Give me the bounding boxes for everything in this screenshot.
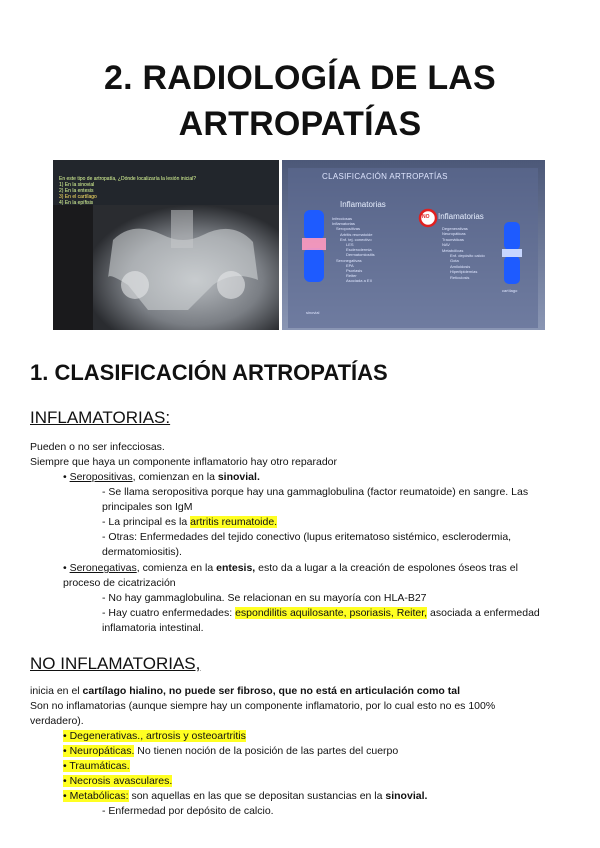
page-title: [40, 55, 560, 147]
text-line: proceso de cicatrización: [63, 577, 176, 589]
slide-classification-photo: [282, 160, 545, 330]
highlight-artritis: artritis reumatoide.: [190, 516, 278, 528]
bullet-traumaticas: [63, 759, 130, 774]
slide-xray-photo: [53, 160, 279, 330]
sinovial-bold: sinovial.: [217, 471, 260, 483]
highlight-degenerativas: • Degenerativas., artrosis y osteoartritis: [63, 730, 246, 742]
slide2-right-item: Hiperlipidemias: [450, 269, 478, 275]
slide2-right-item: NAV: [442, 242, 450, 248]
highlight-necrosis: • Necrosis avasculares.: [63, 775, 173, 787]
slide2-left-heading: Inflamatorias: [340, 200, 386, 209]
slide2-label-cartilago: cartílago: [502, 288, 518, 293]
slide2-right-item: Degenerativas: [442, 226, 468, 231]
slide2-right-item: Traumáticas: [442, 236, 464, 242]
slide1-question: En este tipo de artropatía, ¿Dónde localizaría la lesión inicial?: [59, 176, 197, 182]
slide1-option-3: 3) En el cartílago: [59, 194, 97, 200]
highlight-traumaticas: • Traumáticas.: [63, 760, 130, 772]
slide1-option-4: 4) En la epífisis: [59, 200, 94, 206]
slide1-option-2: 2) En la entesis: [59, 188, 94, 194]
entesis-bold: entesis,: [216, 562, 256, 574]
slide2-left-item: Reiter: [346, 273, 357, 279]
text-fragment: No tienen noción de la posición de las partes del cuerpo: [134, 745, 399, 757]
text-line: - Otras: Enfermedades del tejido conectivo (lupus eritematoso sistémico, esclerodermia,: [102, 531, 512, 543]
no-inflamatorias-heading: NO INFLAMATORIAS,: [30, 654, 201, 673]
slide1-option-1: 1) En la sinovial: [59, 182, 95, 188]
highlight-enfermedades: espondilitis aquilosante, psoriasis, Reiter,: [235, 607, 428, 619]
text-fragment: , comienza en la: [136, 562, 217, 574]
slide2-right-item: Enf. depósito calcio: [450, 253, 485, 259]
text-line: dermatomiositis).: [102, 546, 182, 558]
slide2-left-item: Esclerodermia: [346, 247, 372, 253]
text-line: verdadero).: [30, 715, 84, 727]
inflamatorias-heading: INFLAMATORIAS:: [30, 408, 171, 427]
text-line: inflamatoria intestinal.: [102, 622, 204, 634]
text-line: Son no inflamatorias (aunque siempre hay un componente inflamatorio, por lo cual esto no es 100%: [30, 700, 496, 712]
principal-line: [102, 515, 277, 530]
bullet: •: [63, 471, 70, 483]
seropositivas-line: [63, 470, 260, 485]
text-line: - No hay gammaglobulina. Se relacionan en su mayoría con HLA-B27: [102, 592, 427, 604]
slide2-right-item: Reticulosis: [450, 274, 470, 280]
title-line-2: ARTROPATÍAS: [178, 105, 422, 143]
cuatro-enfermedades-line: [102, 606, 540, 621]
text-line: principales son IgM: [102, 501, 193, 513]
text-fragment: - Hay cuatro enfermedades:: [102, 607, 236, 619]
slide2-right-item: Amiloidosis: [450, 263, 471, 269]
section-title: 1. CLASIFICACIÓN ARTROPATÍAS: [30, 360, 388, 385]
slide2-left-item: Enf. tej. conectivo: [340, 236, 372, 242]
sinovial-bold: sinovial.: [385, 790, 428, 802]
text-line: Siempre que haya un componente inflamatorio hay otro reparador: [30, 456, 338, 468]
title-line-1: 2. RADIOLOGÍA DE LAS: [104, 59, 496, 97]
text-fragment: son aquellas en las que se depositan sustancias en la: [128, 790, 386, 802]
seropositivas-label: Seropositivas: [69, 471, 133, 483]
slide2-right-item: Gota: [450, 258, 459, 264]
slide2-left-item: Artritis reumatoide: [340, 231, 373, 237]
text-line: Pueden o no ser infecciosas.: [30, 441, 165, 453]
text-line: - Enfermedad por depósito de calcio.: [102, 805, 274, 817]
slide2-left-item: EPA: [346, 262, 354, 268]
slide2-right-item: Neuropáticas: [442, 231, 466, 237]
bullet: •: [63, 562, 70, 574]
seronegativas-label: Seronegativas: [69, 562, 137, 574]
slide2-title: CLASIFICACIÓN ARTROPATÍAS: [322, 172, 448, 181]
classification-slide-image: [282, 160, 545, 330]
bullet-neuropaticas: [63, 744, 398, 759]
text-fragment: esto da a lugar a la creación de espolones óseos tras el: [255, 562, 518, 574]
slide2-right-heading: Inflamatorias: [438, 212, 484, 221]
bullet-necrosis: [63, 774, 172, 789]
slide2-left-item: Seropositivas: [336, 226, 361, 232]
highlight-neuropaticas: • Neuropáticas.: [63, 745, 135, 757]
text-fragment: inicia en el: [30, 685, 83, 697]
slide-photos: [53, 160, 545, 330]
slide2-label-sinovial: sinovial: [306, 310, 320, 315]
seronegativas-line: [63, 561, 518, 576]
slide2-left-item: Psoriasis: [346, 268, 363, 274]
cartilago-bold: cartílago hialino, no puede ser fibroso, que no está en articulación como tal: [82, 685, 461, 697]
slide2-left-item: LES: [346, 242, 354, 248]
highlight-metabolicas: • Metabólicas:: [63, 790, 129, 802]
slide2-left-item: Seronegativas: [336, 257, 362, 263]
slide2-left-item: Asociada a EII: [346, 278, 372, 284]
text-fragment: asociada a enfermedad: [427, 607, 540, 619]
text-line: - Se llama seropositiva porque hay una gammaglobulina (factor reumatoide) en sangre. Las: [102, 486, 529, 498]
slide2-no-badge: NO: [422, 214, 430, 220]
bullet-metabolicas: [63, 789, 427, 804]
bullet-degenerativas: [63, 729, 246, 744]
slide2-left-item: Inflamatorias: [332, 221, 355, 227]
slide2-right-item: Metabólicas: [442, 247, 464, 253]
cartilago-line: [30, 684, 460, 699]
slide2-left-item: Infecciosas: [332, 216, 353, 221]
text-fragment: - La principal es la: [102, 516, 191, 528]
text-fragment: , comienzan en la: [132, 471, 218, 483]
slide2-left-item: Dermatomiositis: [346, 252, 375, 258]
